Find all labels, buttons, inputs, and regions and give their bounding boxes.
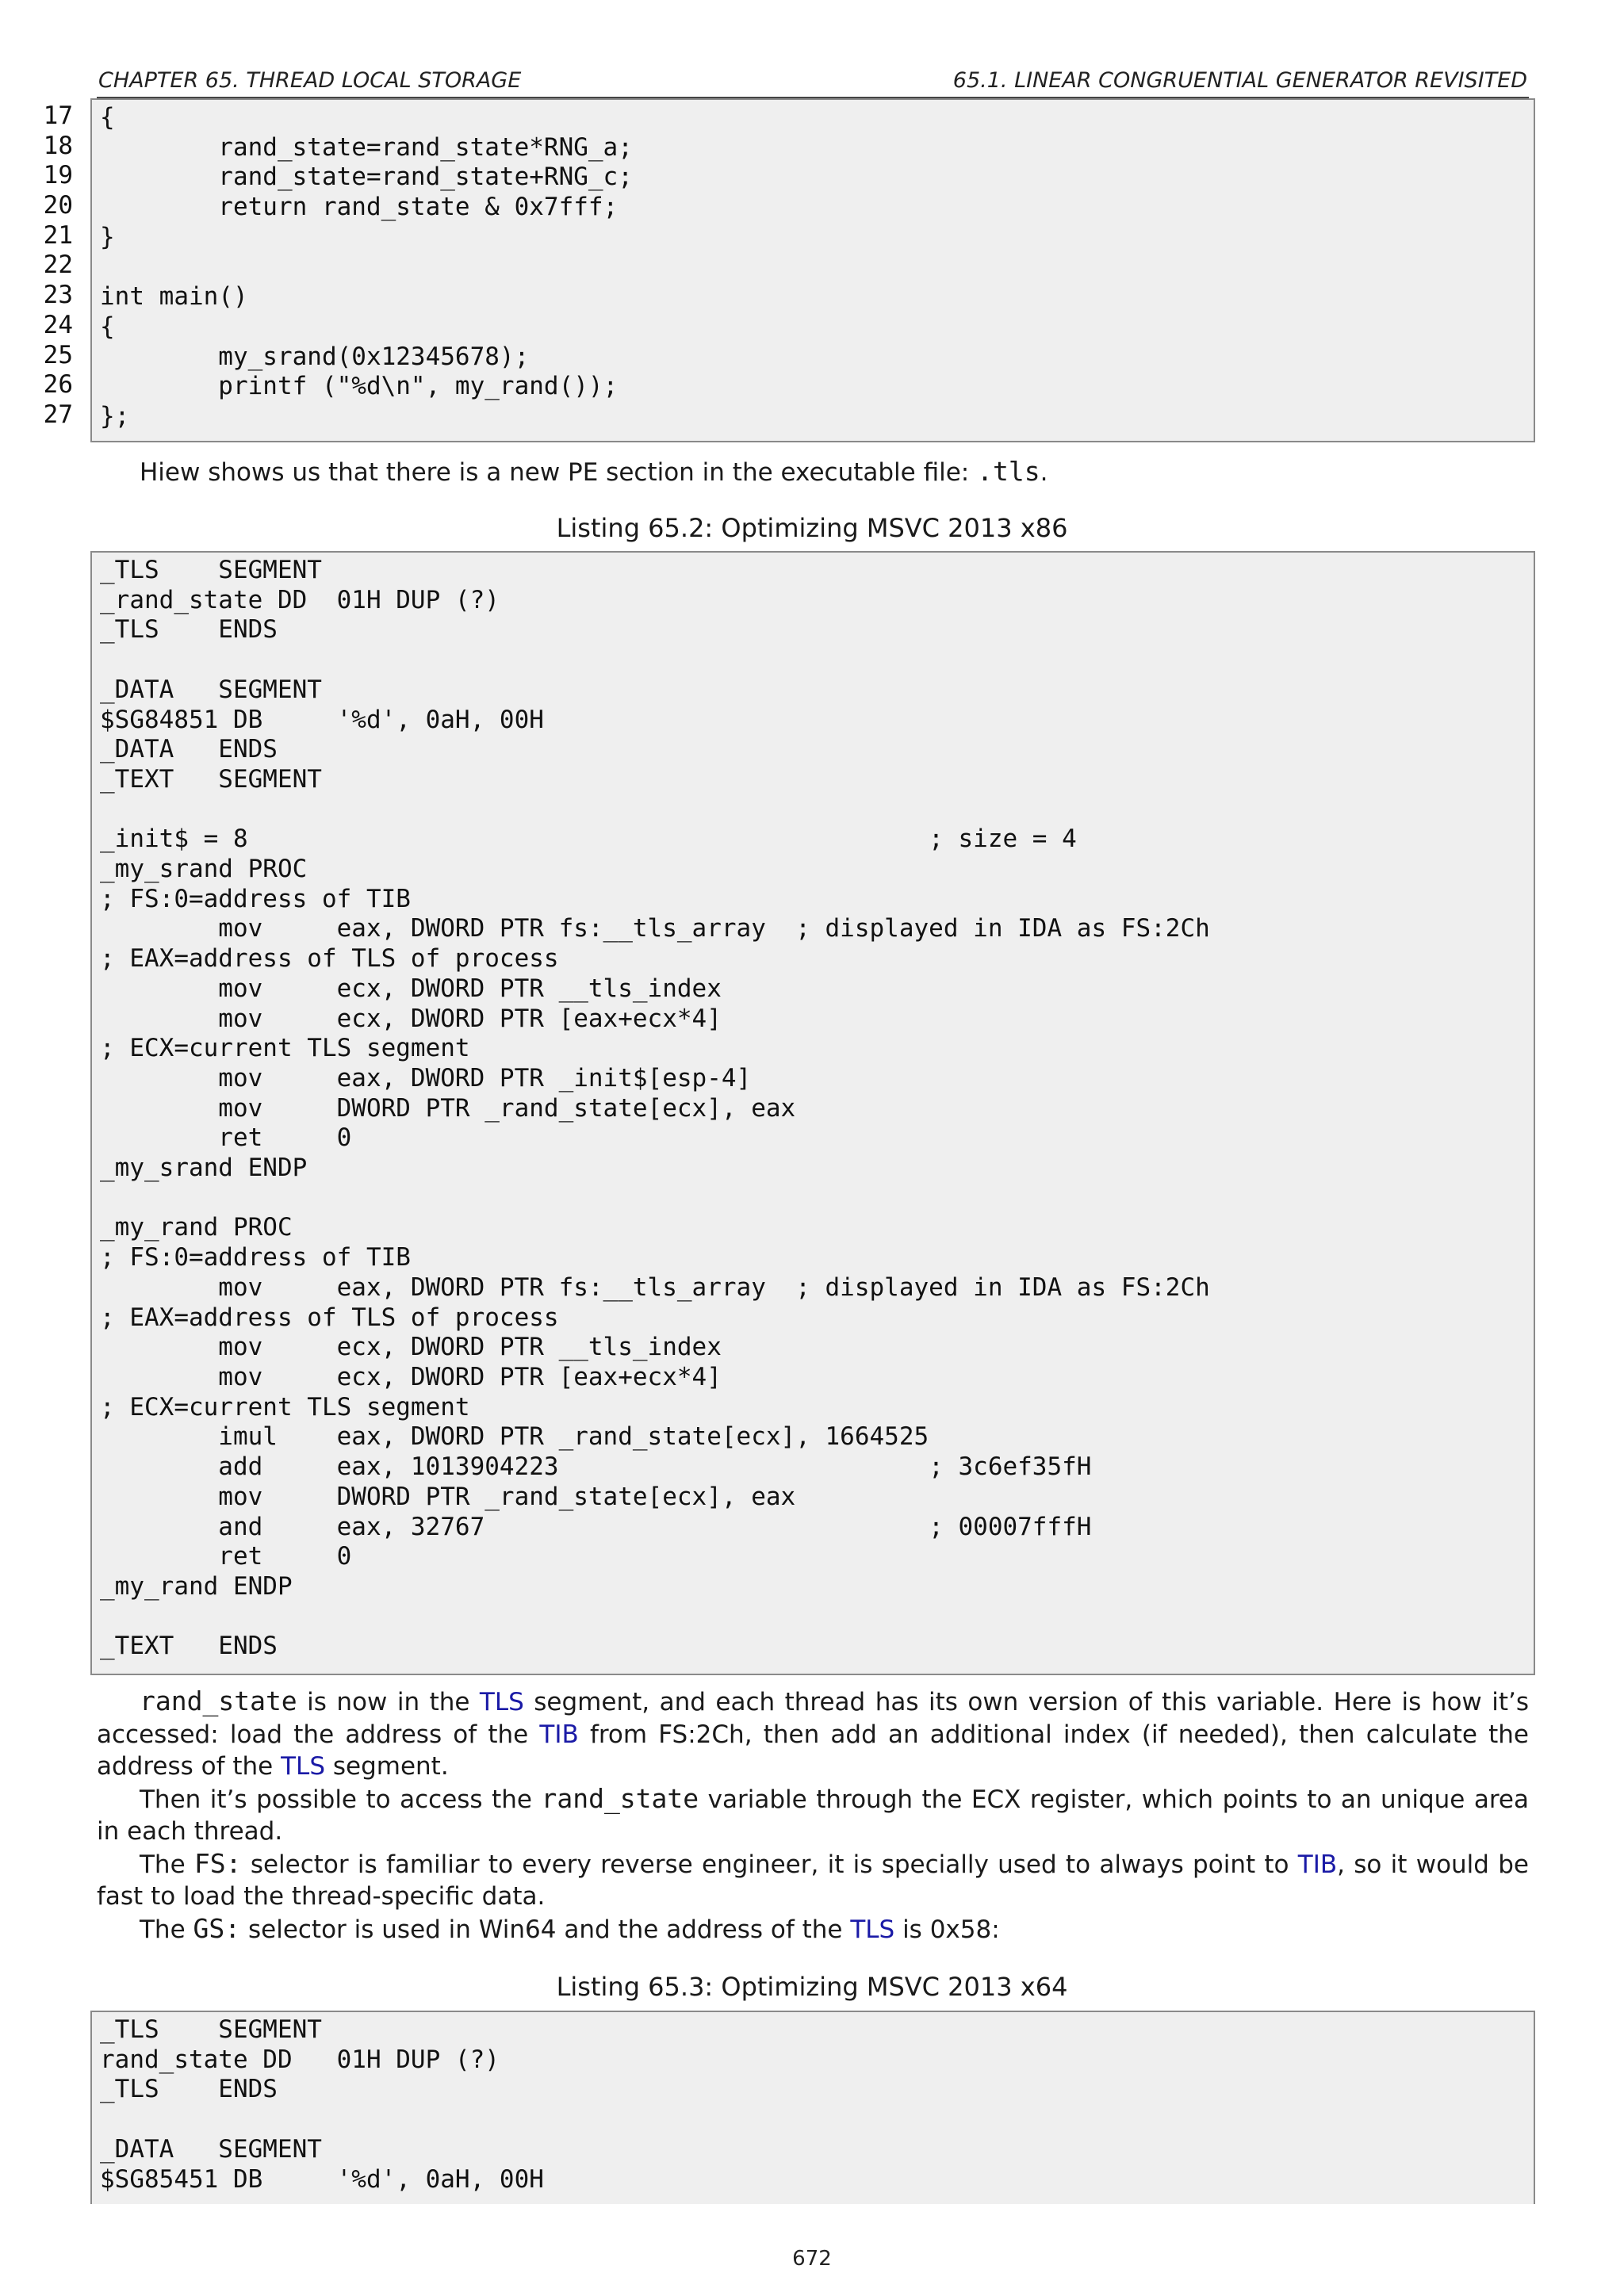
- paragraph-hiew: Hiew shows us that there is a new PE section in the executable file: .tls.: [140, 456, 1048, 487]
- line-number: 17: [43, 101, 73, 130]
- line-numbers: [32, 101, 73, 430]
- link-tls[interactable]: TLS: [850, 1915, 895, 1944]
- code-listing-c-text: { rand_state=rand_state*RNG_a; rand_state=rand_state+RNG_c; return rand_state & 0x7fff; } int main() { my_srand(0x12345678); printf ("%d\n", my_rand()); };: [100, 103, 633, 431]
- page-number: 672: [792, 2247, 832, 2271]
- line-number: 26: [43, 370, 73, 400]
- body-text: [97, 1686, 1529, 1946]
- code-listing-x86: [90, 551, 1535, 1675]
- line-number: 25: [43, 340, 73, 369]
- code-listing-x64: [90, 2011, 1535, 2204]
- listing-caption-x64: Listing 65.3: Optimizing MSVC 2013 x64: [556, 1972, 1068, 2002]
- section-title: 65.1. LINEAR CONGRUENTIAL GENERATOR REVISITED: [952, 68, 1527, 93]
- link-tls[interactable]: TLS: [281, 1752, 325, 1781]
- line-number: 19: [43, 161, 73, 190]
- inline-code: GS:: [193, 1912, 241, 1944]
- link-tls[interactable]: TLS: [479, 1688, 524, 1716]
- line-number: 23: [43, 281, 73, 310]
- paragraph-ecx: Then it’s possible to access the rand_state variable through the ECX register, which points to an unique area in each thread.: [97, 1782, 1529, 1846]
- line-number: 18: [43, 131, 73, 160]
- inline-code: rand_state: [140, 1686, 297, 1716]
- line-number: 24: [43, 310, 73, 339]
- inline-code: rand_state: [541, 1782, 699, 1814]
- code-listing-x86-text: _TLS SEGMENT _rand_state DD 01H DUP (?) _TLS ENDS _DATA SEGMENT $SG84851 DB '%d', 0aH, 00H _DATA ENDS _TEXT SEGMENT _init$ = 8 ; size = 4 _my_srand PROC ; FS:0=address of TIB mov eax, DWORD PTR fs:__tls_array ; displayed in IDA as FS:2Ch ; EAX=address of TLS of process mov ecx, DWORD PTR __tls_index mov ecx, DWORD PTR [eax+ecx*4] ; ECX=current TLS segment mov eax, DWORD PTR _init$[esp-4] mov DWORD PTR _rand_state[ecx], eax ret 0 _my_srand ENDP _my_rand PROC ; FS:0=address of TIB mov eax, DWORD PTR fs:__tls_array ; displayed in IDA as FS:2Ch ; EAX=address of TLS of process mov ecx, DWORD PTR __tls_index mov ecx, DWORD PTR [eax+ecx*4] ; ECX=current TLS segment imul eax, DWORD PTR _rand_state[ecx], 1664525 add eax, 1013904223 ; 3c6ef35fH mov DWORD PTR _rand_state[ecx], eax and eax, 32767 ; 00007fffH ret 0 _my_rand ENDP _TEXT ENDS: [100, 556, 1210, 1661]
- link-tib[interactable]: TIB: [1297, 1850, 1338, 1879]
- listing-caption-x86: Listing 65.2: Optimizing MSVC 2013 x86: [556, 513, 1068, 543]
- inline-code: .tls: [977, 456, 1040, 487]
- link-tib[interactable]: TIB: [539, 1720, 579, 1749]
- code-listing-c: [90, 98, 1535, 442]
- paragraph-fs-selector: The FS: selector is familiar to every reverse engineer, it is specially used to always point to TIB, so it would be fast to load the thread-specific data.: [97, 1847, 1529, 1911]
- line-number: 21: [43, 220, 73, 250]
- inline-code: FS:: [193, 1847, 242, 1879]
- paragraph-gs-selector: The GS: selector is used in Win64 and the address of the TLS is 0x58:: [140, 1912, 1000, 1944]
- line-number: 22: [43, 251, 73, 280]
- chapter-title: CHAPTER 65. THREAD LOCAL STORAGE: [98, 68, 522, 93]
- line-number: 27: [43, 400, 73, 429]
- paragraph-rand-state: rand_state is now in the TLS segment, and each thread has its own version of this variable. Here is how it’s accessed: load the address of the TIB from FS:2Ch, then add an additional index (if needed), then calculate the address of the TLS segment.: [97, 1686, 1530, 1781]
- running-header: [97, 65, 1529, 98]
- code-listing-x64-text: _TLS SEGMENT rand_state DD 01H DUP (?) _TLS ENDS _DATA SEGMENT $SG85451 DB '%d', 0aH, 00H: [100, 2015, 544, 2194]
- line-number: 20: [43, 191, 73, 220]
